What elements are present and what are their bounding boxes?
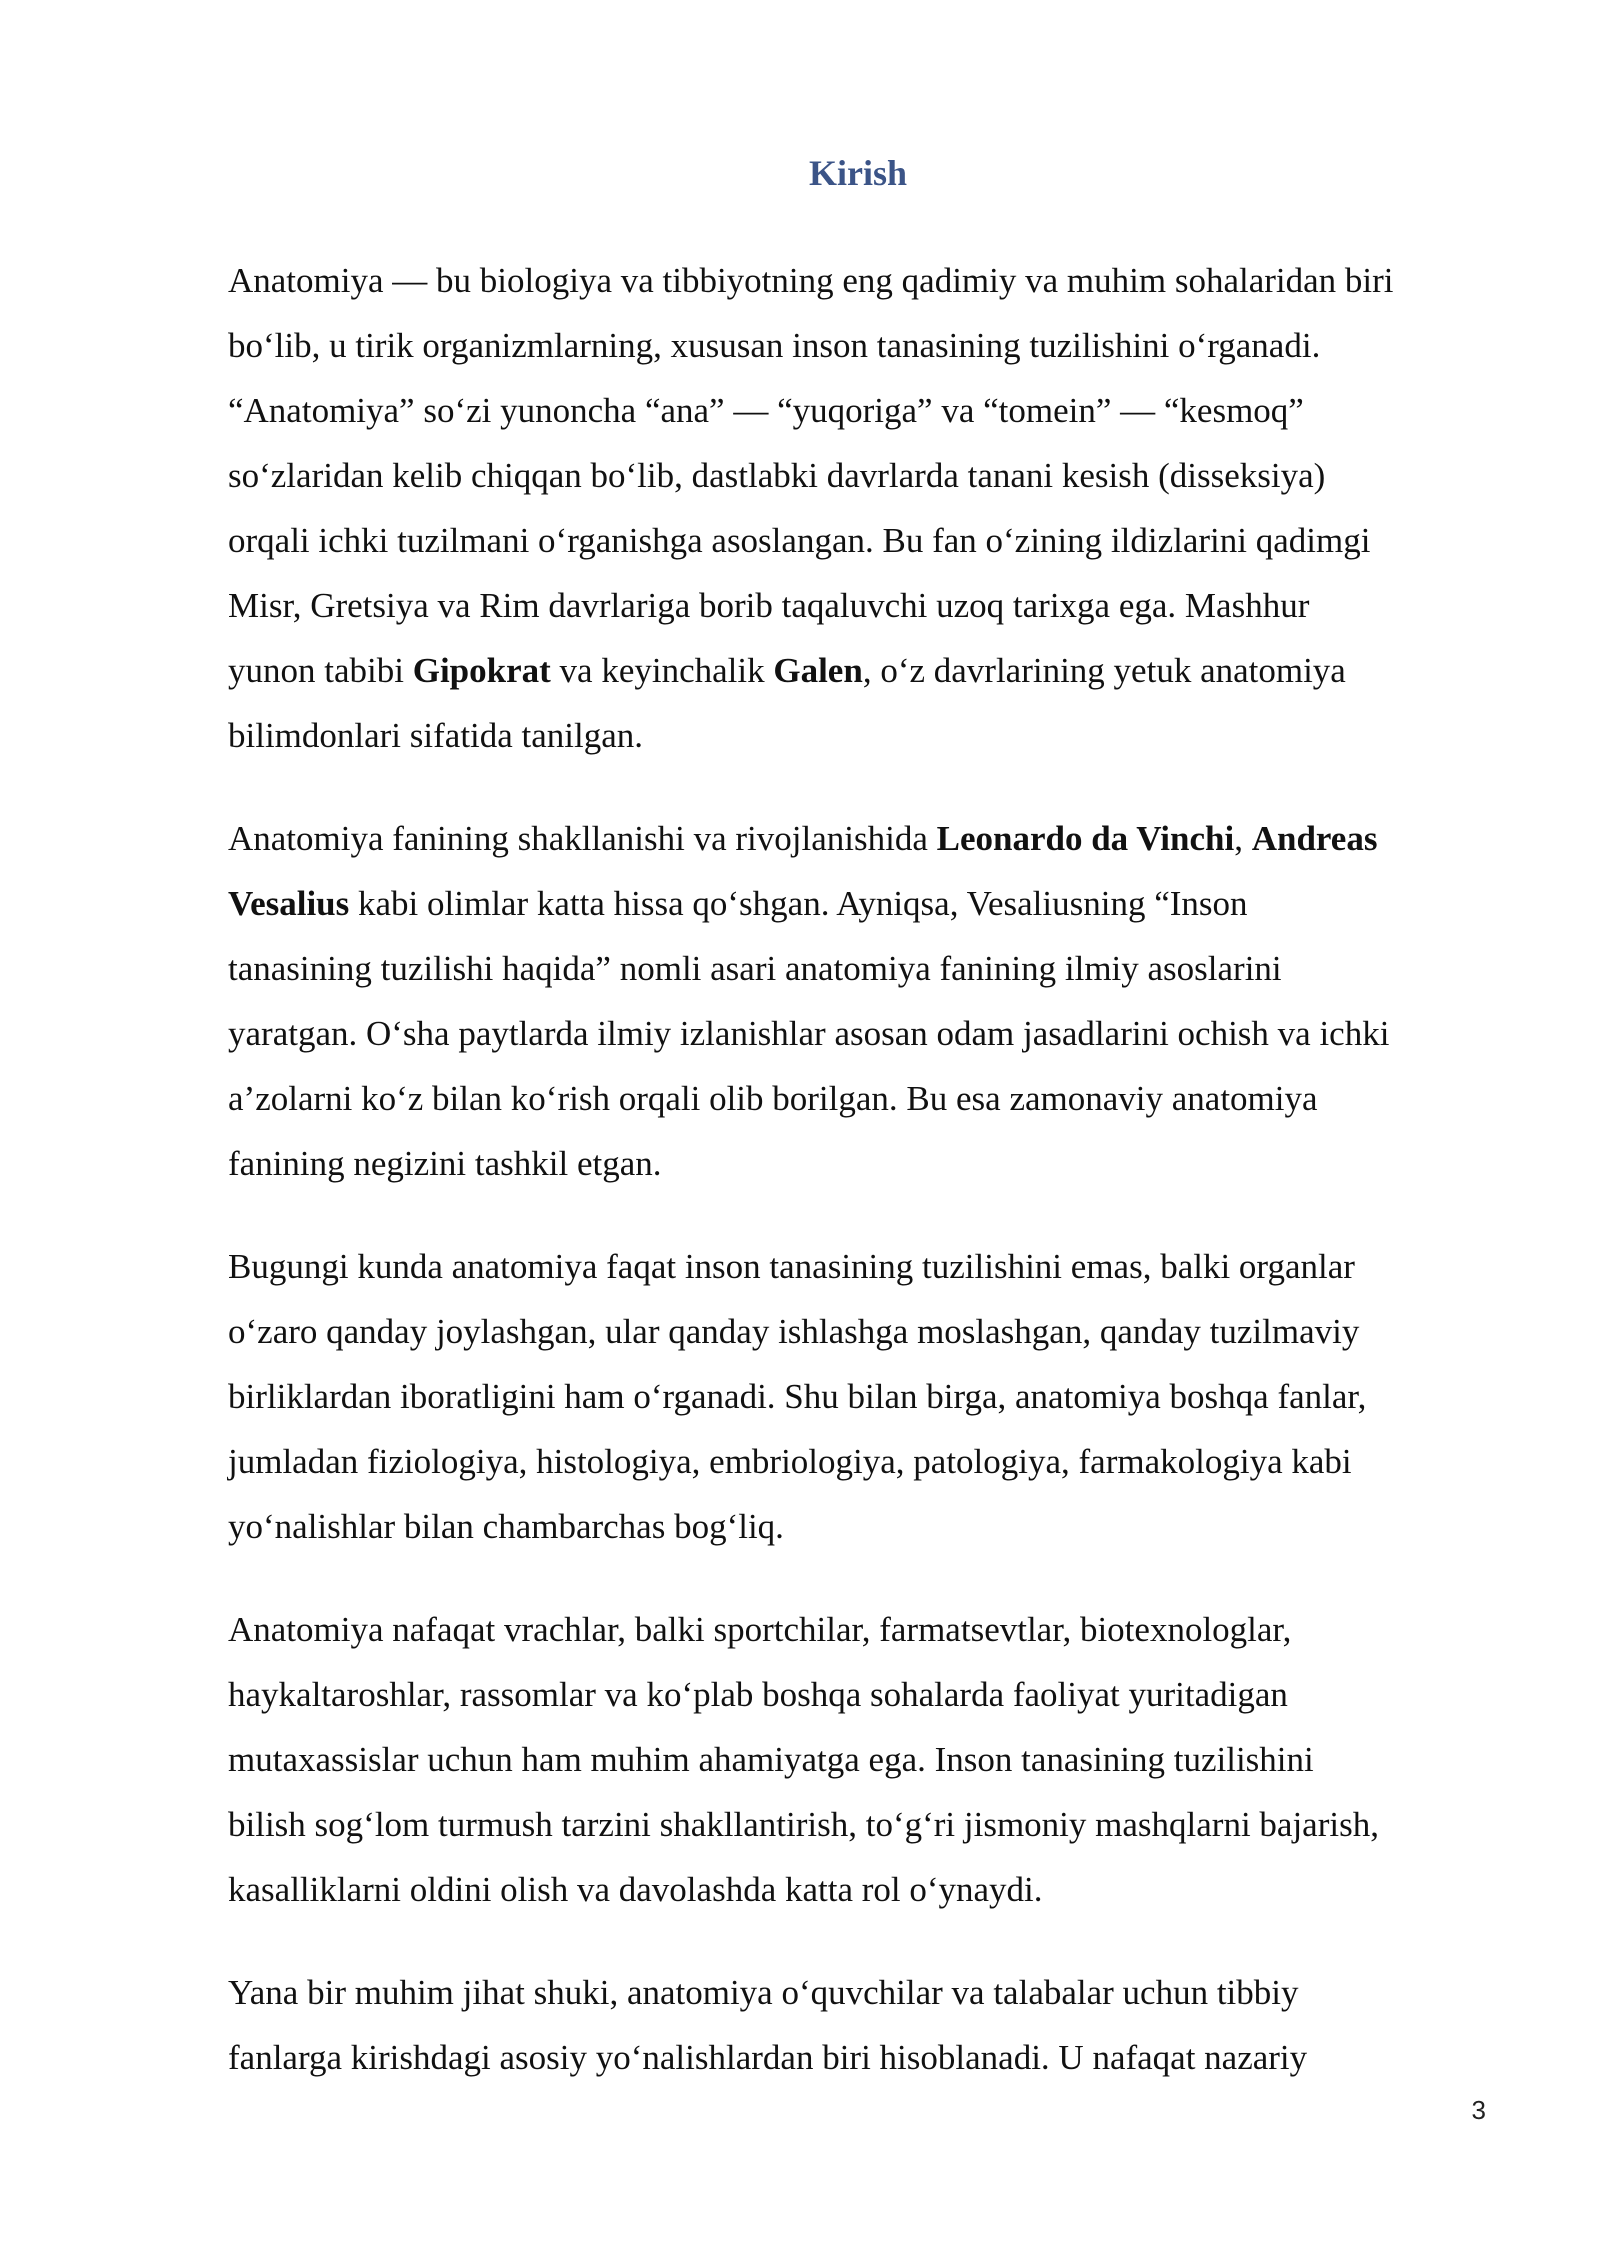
text-line [228,703,1498,768]
text-run: Bugungi kunda anatomiya faqat inson tanasining tuzilishini emas, balki organlar [228,1247,1355,1286]
text-line [228,871,1498,936]
text-line [228,2025,1498,2090]
text-run: kasalliklarni oldini olish va davolashda katta rol o‘ynaydi. [228,1870,1043,1909]
text-line [228,508,1498,573]
paragraph-3 [228,1234,1498,1559]
bold-name-vesalius: Vesalius [228,884,350,923]
body-text [228,248,1498,2128]
text-run: yunon tabibi [228,651,413,690]
paragraph-1 [228,248,1498,768]
text-run: “Anatomiya” so‘zi yunoncha “ana” — “yuqoriga” va “tomein” — “kesmoq” [228,391,1304,430]
text-run: Anatomiya fanining shakllanishi va rivojlanishida [228,819,937,858]
text-run: so‘zlaridan kelib chiqqan bo‘lib, dastlabki davrlarda tanani kesish (disseksiya) [228,456,1326,495]
text-run: , o‘z davrlarining yetuk anatomiya [862,651,1346,690]
text-line [228,573,1498,638]
text-line [228,1597,1498,1662]
text-run: Misr, Gretsiya va Rim davrlariga borib taqaluvchi uzoq tarixga ega. Mashhur [228,586,1310,625]
text-line [228,1234,1498,1299]
text-line [228,806,1498,871]
text-line [228,1066,1498,1131]
text-run: , [1234,819,1252,858]
page-number: 3 [1471,2095,1486,2125]
text-line [228,1299,1498,1364]
page-title: Kirish [808,153,907,193]
text-line [228,313,1498,378]
text-run: orqali ichki tuzilmani o‘rganishga asoslangan. Bu fan o‘zining ildizlarini qadimgi [228,521,1371,560]
text-run: tanasining tuzilishi haqida” nomli asari anatomiya fanining ilmiy asoslarini [228,949,1282,988]
text-line [228,1429,1498,1494]
text-run: Yana bir muhim jihat shuki, anatomiya o‘quvchilar va talabalar uchun tibbiy [228,1973,1299,2012]
paragraph-5 [228,1960,1498,2090]
text-line [228,1364,1498,1429]
text-run: kabi olimlar katta hissa qo‘shgan. Ayniqsa, Vesaliusning “Inson [349,884,1248,923]
text-line [228,1494,1498,1559]
paragraph-2 [228,806,1498,1196]
text-run: bo‘lib, u tirik organizmlarning, xususan inson tanasining tuzilishini o‘rganadi. [228,326,1321,365]
text-line [228,1727,1498,1792]
text-line [228,443,1498,508]
text-line [228,1131,1498,1196]
text-line [228,1001,1498,1066]
text-run: va keyinchalik [550,651,774,690]
text-line [228,1960,1498,2025]
bold-name-gipokrat: Gipokrat [412,651,551,690]
text-run: bilish sog‘lom turmush tarzini shakllantirish, to‘g‘ri jismoniy mashqlarni bajarish, [228,1805,1379,1844]
text-line [228,1662,1498,1727]
bold-name-leonardo: Leonardo da Vinchi [936,819,1235,858]
text-line [228,936,1498,1001]
bold-name-andreas: Andreas [1251,819,1378,858]
paragraph-4 [228,1597,1498,1922]
text-line [228,248,1498,313]
text-line [228,1857,1498,1922]
text-run: Anatomiya nafaqat vrachlar, balki sportchilar, farmatsevtlar, biotexnologlar, [228,1610,1292,1649]
text-run: birliklardan iboratligini ham o‘rganadi. Shu bilan birga, anatomiya boshqa fanlar, [228,1377,1367,1416]
text-run: mutaxassislar uchun ham muhim ahamiyatga ega. Inson tanasining tuzilishini [228,1740,1314,1779]
text-line [228,378,1498,443]
text-run: yaratgan. O‘sha paytlarda ilmiy izlanishlar asosan odam jasadlarini ochish va ichki [228,1014,1390,1053]
text-run: Anatomiya — bu biologiya va tibbiyotning eng qadimiy va muhim sohalaridan biri [228,261,1394,300]
text-run: o‘zaro qanday joylashgan, ular qanday ishlashga moslashgan, qanday tuzilmaviy [228,1312,1360,1351]
text-run: yo‘nalishlar bilan chambarchas bog‘liq. [228,1507,784,1546]
text-run: bilimdonlari sifatida tanilgan. [228,716,644,755]
text-run: a’zolarni ko‘z bilan ko‘rish orqali olib borilgan. Bu esa zamonaviy anatomiya [228,1079,1318,1118]
text-run: fanlarga kirishdagi asosiy yo‘nalishlardan biri hisoblanadi. U nafaqat nazariy [228,2038,1308,2077]
text-run: fanining negizini tashkil etgan. [228,1144,662,1183]
text-line [228,638,1498,703]
bold-name-galen: Galen [773,651,863,690]
text-line [228,1792,1498,1857]
text-run: haykaltaroshlar, rassomlar va ko‘plab boshqa sohalarda faoliyat yuritadigan [228,1675,1288,1714]
text-run: jumladan fiziologiya, histologiya, embriologiya, patologiya, farmakologiya kabi [228,1442,1352,1481]
